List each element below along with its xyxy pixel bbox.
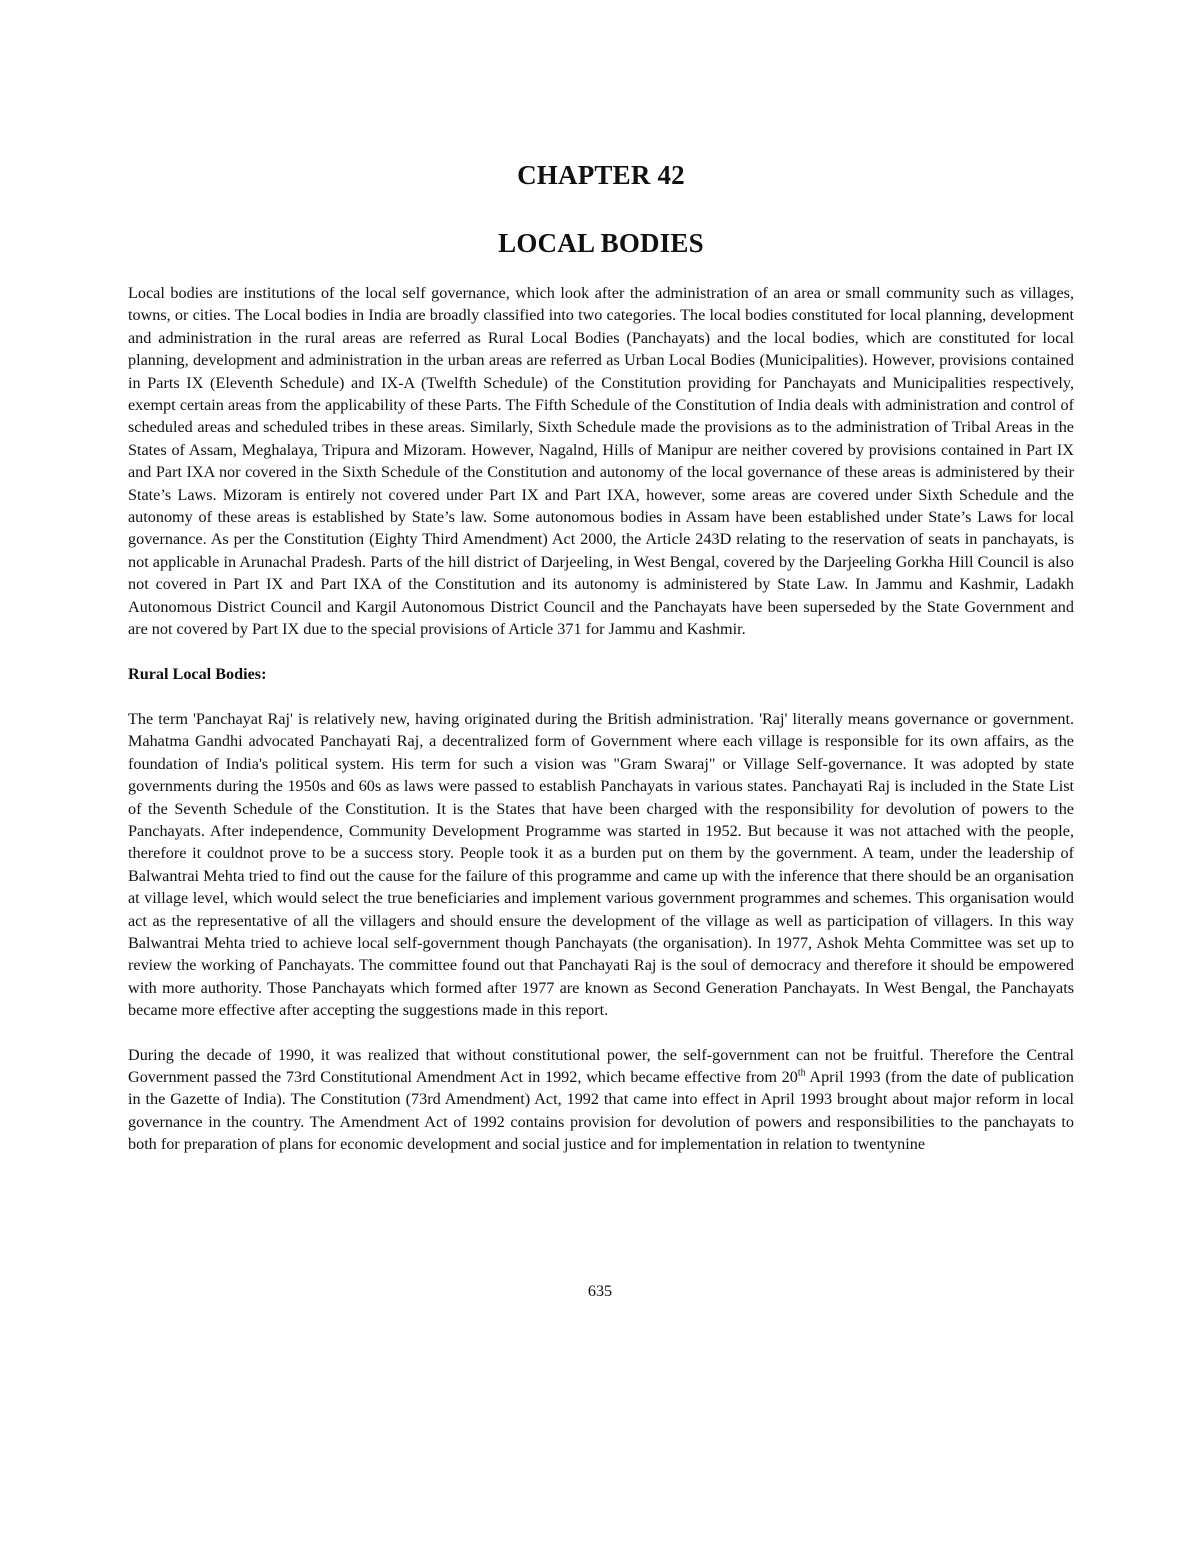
decade-text-part-1: During the decade of 1990, it was realized that without constitutional power, the self-government can not be fruitful. Therefore the Central Government passed the 73rd Constitutional Amendment Act in 1992, which became effective from 20 (128, 1045, 1074, 1086)
rural-paragraph: The term 'Panchayat Raj' is relatively new, having originated during the British administration. 'Raj' literally means governance or government. Mahatma Gandhi advocated Panchayati Raj, a decentralized form of Government where each village is responsible for its own affairs, as the foundation of India's political system. His term for such a vision was "Gram Swaraj" or Village Self-governance. It was adopted by state governments during the 1950s and 60s as laws were passed to establish Panchayats in various states. Panchayati Raj is included in the State List of the Seventh Schedule of the Constitution. It is the States that have been charged with the responsibility for devolution of powers to the Panchayats. After independence, Community Development Programme was started in 1952. But because it was not attached with the people, therefore it couldnot prove to be a success story. People took it as a burden put on them by the government. A team, under the leadership of Balwantrai Mehta tried to find out the cause for the failure of this programme and came up with the inference that there should be an organisation at village level, which would select the true beneficiaries and implement various government programmes and schemes. This organisation would act as the representative of all the villagers and should ensure the development of the village as well as participation of villagers. In this way Balwantrai Mehta tried to achieve local self-government though Panchayats (the organisation). In 1977, Ashok Mehta Committee was set up to review the working of Panchayats. The committee found out that Panchayati Raj is the soul of democracy and therefore it should be empowered with more authority. Those Panchayats which formed after 1977 are known as Second Generation Panchayats. In West Bengal, the Panchayats became more effective after accepting the suggestions made in this report. (128, 709, 1074, 1020)
chapter-title: LOCAL BODIES (498, 228, 704, 258)
page-content (128, 160, 1074, 1156)
decade-paragraph (128, 1044, 1074, 1156)
section-heading-rural-local-bodies: Rural Local Bodies: (128, 664, 267, 683)
decade-text-part-2: April 1993 (from the date of publication in the Gazette of India). The Constitution (73rd Amendment) Act, 1992 that came into effect in April 1993 brought about major reform in local governance in the country. The Amendment Act of 1992 contains provision for devolution of powers and responsibilities to the panchayats to both for preparation of plans for economic development and social justice and for implementation in relation to twentynine (128, 1068, 1074, 1154)
chapter-number: CHAPTER 42 (517, 160, 685, 190)
page-number: 635 (587, 1282, 613, 1300)
intro-paragraph: Local bodies are institutions of the local self governance, which look after the administration of an area or small community such as villages, towns, or cities. The Local bodies in India are broadly classified into two categories. The local bodies constituted for local planning, development and administration in the rural areas are referred as Rural Local Bodies (Panchayats) and the local bodies, which are constituted for local planning, development and administration in the urban areas are referred as Urban Local Bodies (Municipalities). However, provisions contained in Parts IX (Eleventh Schedule) and IX-A (Twelfth Schedule) of the Constitution providing for Panchayats and Municipalities respectively, exempt certain areas from the applicability of these Parts. The Fifth Schedule of the Constitution of India deals with administration and control of scheduled areas and scheduled tribes in these areas. Similarly, Sixth Schedule made the provisions as to the administration of Tribal Areas in the States of Assam, Meghalaya, Tripura and Mizoram. However, Nagalnd, Hills of Manipur are neither covered by provisions contained in Part IX and Part IXA nor covered in the Sixth Schedule of the Constitution and autonomy of the local governance of these areas is administered by their State’s Laws. Mizoram is entirely not covered under Part IX and Part IXA, however, some areas are covered under Sixth Schedule and the autonomy of these areas is established by State’s law. Some autonomous bodies in Assam have been established under State’s Laws for local governance. As per the Constitution (Eighty Third Amendment) Act 2000, the Article 243D relating to the reservation of seats in panchayats, is not applicable in Arunachal Pradesh. Parts of the hill district of Darjeeling, in West Bengal, covered by the Darjeeling Gorkha Hill Council is also not covered in Part IX and Part IXA of the Constitution and its autonomy is administered by State Law. In Jammu and Kashmir, Ladakh Autonomous District Council and Kargil Autonomous District Council and the Panchayats have been superseded by the State Government and are not covered by Part IX due to the special provisions of Article 371 for Jammu and Kashmir. (128, 284, 1074, 639)
ordinal-superscript: th (797, 1067, 806, 1079)
